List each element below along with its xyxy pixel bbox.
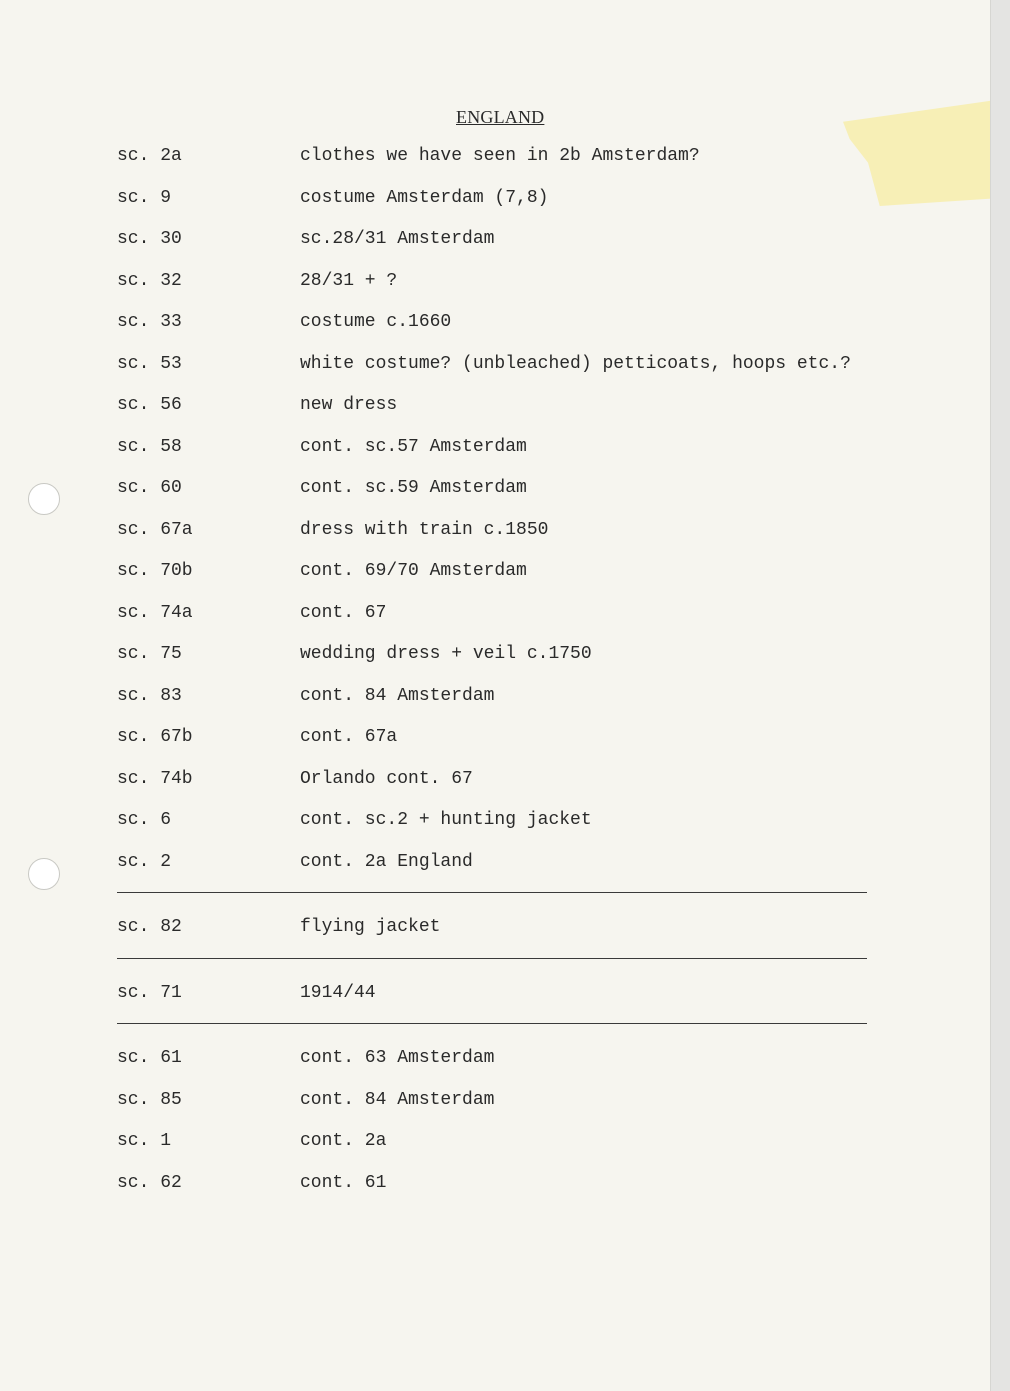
scene-number: sc. 82 <box>117 917 182 937</box>
scene-row <box>117 1172 867 1194</box>
scene-description: white costume? (unbleached) petticoats, hoops etc.? <box>300 353 851 374</box>
scene-group <box>117 916 867 938</box>
sticky-tape <box>843 98 1010 206</box>
scene-number: sc. 6 <box>117 810 172 830</box>
scene-description: cont. 63 Amsterdam <box>300 1048 495 1068</box>
scene-description: wedding dress + veil c.1750 <box>300 644 592 664</box>
scene-description: sc.28/31 Amsterdam <box>300 229 495 249</box>
scene-row <box>117 1047 867 1069</box>
scene-number: sc. 74b <box>117 768 193 789</box>
scene-description: flying jacket <box>300 917 441 937</box>
scene-description: new dress <box>300 395 398 415</box>
scene-description: costume Amsterdam (7,8) <box>300 187 549 208</box>
scene-number: sc. 60 <box>117 478 182 498</box>
divider-line <box>117 892 867 893</box>
scene-description: cont. sc.57 Amsterdam <box>300 436 527 457</box>
punch-hole <box>28 858 60 890</box>
scene-row <box>117 685 867 707</box>
scene-number: sc. 33 <box>117 312 182 332</box>
scene-description: dress with train c.1850 <box>300 519 549 540</box>
scene-row <box>117 643 867 665</box>
scene-row <box>117 809 867 831</box>
scene-description: cont. 84 Amsterdam <box>300 1089 495 1110</box>
scene-row <box>117 270 867 292</box>
page-edge <box>990 0 1010 1391</box>
scene-list <box>117 145 867 1213</box>
scene-number: sc. 83 <box>117 685 182 706</box>
scene-row <box>117 311 867 333</box>
scene-row <box>117 726 867 748</box>
scene-row <box>117 851 867 873</box>
scene-row <box>117 1089 867 1111</box>
scene-number: sc. 71 <box>117 982 182 1003</box>
scene-description: cont. 2a <box>300 1131 387 1151</box>
scene-number: sc. 61 <box>117 1048 182 1068</box>
scene-number: sc. 75 <box>117 644 182 664</box>
scene-number: sc. 67b <box>117 727 193 747</box>
scene-number: sc. 70b <box>117 561 193 581</box>
scene-row <box>117 768 867 790</box>
punch-hole <box>28 483 60 515</box>
scene-description: cont. sc.2 + hunting jacket <box>300 810 592 830</box>
scene-row <box>117 145 867 167</box>
scene-row <box>117 353 867 375</box>
scene-number: sc. 53 <box>117 353 182 374</box>
scene-number: sc. 2a <box>117 146 182 166</box>
scene-row <box>117 436 867 458</box>
scene-number: sc. 9 <box>117 187 172 208</box>
scene-description: clothes we have seen in 2b Amsterdam? <box>300 146 700 166</box>
scene-number: sc. 30 <box>117 229 182 249</box>
scene-row <box>117 519 867 541</box>
scene-description: cont. 84 Amsterdam <box>300 685 495 706</box>
scene-number: sc. 58 <box>117 436 182 457</box>
scene-description: cont. sc.59 Amsterdam <box>300 478 527 498</box>
scene-description: cont. 61 <box>300 1172 387 1193</box>
divider-line <box>117 958 867 959</box>
scene-number: sc. 74a <box>117 602 193 623</box>
scene-description: cont. 69/70 Amsterdam <box>300 561 527 581</box>
scene-description: 28/31 + ? <box>300 270 398 291</box>
scene-group <box>117 145 867 873</box>
scene-group <box>117 982 867 1004</box>
scene-row <box>117 228 867 250</box>
scene-row <box>117 916 867 938</box>
scene-row <box>117 560 867 582</box>
scene-row <box>117 394 867 416</box>
scene-description: cont. 67a <box>300 727 398 747</box>
scene-description: cont. 2a England <box>300 851 473 872</box>
scene-number: sc. 56 <box>117 395 182 415</box>
scene-row <box>117 602 867 624</box>
scene-row <box>117 1130 867 1152</box>
scene-row <box>117 187 867 209</box>
scene-description: cont. 67 <box>300 602 387 623</box>
divider-line <box>117 1023 867 1024</box>
page-title: ENGLAND <box>456 107 545 127</box>
scene-description: 1914/44 <box>300 982 376 1003</box>
scene-row <box>117 982 867 1004</box>
scene-row <box>117 477 867 499</box>
scene-number: sc. 1 <box>117 1131 172 1151</box>
scene-group <box>117 1047 867 1194</box>
scene-number: sc. 62 <box>117 1172 182 1193</box>
scene-number: sc. 85 <box>117 1089 182 1110</box>
scene-number: sc. 2 <box>117 851 172 872</box>
scene-number: sc. 67a <box>117 519 193 540</box>
scene-description: Orlando cont. 67 <box>300 768 473 789</box>
scene-number: sc. 32 <box>117 270 182 291</box>
scene-description: costume c.1660 <box>300 312 452 332</box>
